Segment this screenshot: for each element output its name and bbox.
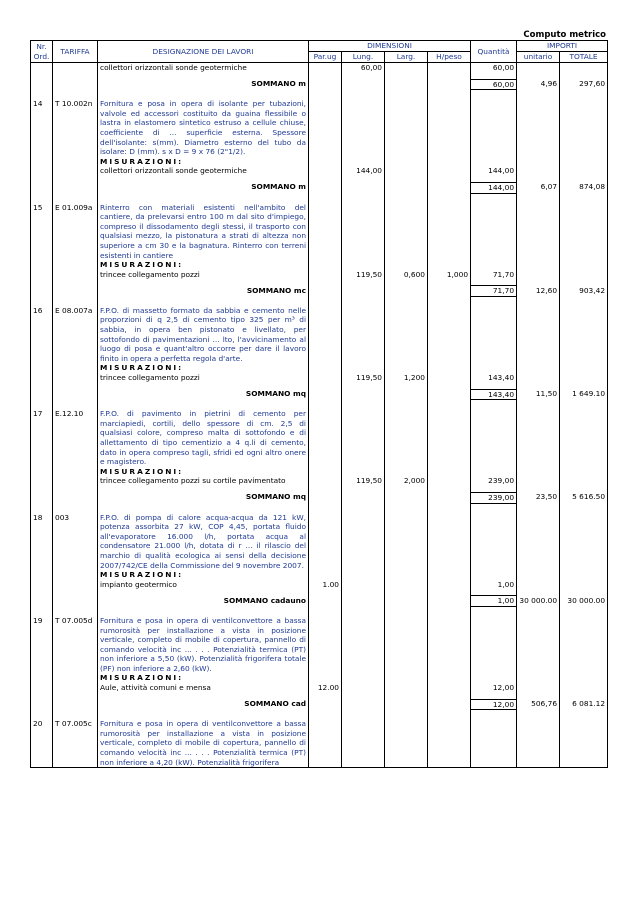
total-price: 6 081.12 [560,699,608,710]
measure-hpeso [428,166,471,176]
measure-text: impianto geotermico [98,580,309,590]
item-number: 16 [31,303,53,373]
sommano-quantity: 143,40 [471,389,517,400]
header-dimensioni: DIMENSIONI [309,41,471,52]
item-description [98,613,309,683]
measure-par-ug [309,476,342,486]
item-number: 19 [31,613,53,683]
item-row [31,510,608,580]
measure-larg: 2,000 [385,476,428,486]
measure-text: trincee collegamento pozzi [98,373,309,383]
sommano-quantity: 1,00 [471,596,517,607]
sommano-quantity: 12,00 [471,699,517,710]
measure-quantity: 144,00 [471,166,517,176]
sommano-label: SOMMANO cadauno [98,596,309,607]
item-tariff-code: E.12.10 [53,406,98,476]
measure-hpeso: 1,000 [428,270,471,280]
item-number: 17 [31,406,53,476]
item-description [98,96,309,166]
item-description: Fornitura e posa in opera di ventilconvettore a bassa rumorosità per installazione a vista in posizione verticale, completo di mobile di copertura, pannello di comando velocità inc ... . . . Potenzialità termica (PT) non inferiore a 4,20 (kW). Potenzialità frigorifera [98,716,309,767]
carry-lung: 60,00 [342,63,385,73]
measure-row [31,683,608,693]
measurements-title: MISURAZIONI: [100,260,184,270]
item-description [98,303,309,373]
item-description [98,406,309,476]
sommano-quantity: 71,70 [471,286,517,297]
total-price: 5 616.50 [560,492,608,503]
measure-text: Aule, attività comuni e mensa [98,683,309,693]
unit-price: 12,60 [517,286,560,297]
table-header [31,41,608,63]
sommano-row [31,389,608,400]
unit-price: 506,76 [517,699,560,710]
measure-row [31,476,608,486]
measure-par-ug [309,270,342,280]
carry-sommano-qty: 60,00 [471,79,517,90]
unit-price: 6,07 [517,182,560,193]
measure-larg: 1,200 [385,373,428,383]
unit-price: 11,50 [517,389,560,400]
computo-table [30,40,608,768]
sommano-row [31,596,608,607]
header-hpeso: H/peso [428,52,471,63]
measure-quantity: 143,40 [471,373,517,383]
item-tariff-code: T 07.005d [53,613,98,683]
measure-par-ug: 12.00 [309,683,342,693]
measurements-title: MISURAZIONI: [100,363,184,373]
item-row [31,716,608,767]
measure-quantity: 12,00 [471,683,517,693]
measure-larg [385,580,428,590]
item-tariff-code: T 07.005c [53,716,98,767]
measure-lung [342,580,385,590]
measure-hpeso [428,476,471,486]
measure-text: collettori orizzontali sonde geotermiche [98,166,309,176]
measure-row [31,373,608,383]
item-number: 15 [31,200,53,270]
sommano-label: SOMMANO cad [98,699,309,710]
measure-par-ug [309,166,342,176]
page-title: Computo metrico [523,30,606,40]
item-description [98,200,309,270]
header-tariffa: TARIFFA [53,41,98,63]
measure-par-ug: 1.00 [309,580,342,590]
header-larg: Larg. [385,52,428,63]
total-price: 874,08 [560,182,608,193]
sommano-label: SOMMANO mq [98,492,309,503]
total-price: 903,42 [560,286,608,297]
header-quantita: Quantità [471,41,517,63]
header-par-ug: Par.ug [309,52,342,63]
measurements-title: MISURAZIONI: [100,156,184,166]
carry-sommano-row [31,79,608,90]
measurements-title: MISURAZIONI: [100,673,184,683]
measure-row [31,270,608,280]
sommano-quantity: 239,00 [471,492,517,503]
measure-lung [342,683,385,693]
item-description-text: F.P.O. di pompa di calore acqua-acqua da 121 kW, potenza assorbita 27 kW, COP 4,45, portata fluido all'evaporatore 16.000 l/h, portata acqua al condensatore 21.000 l/h, dotata di r ... il rilascio del marchio di qualità ecologica ai sensi della decisione 2007/742/CE della Commissione del 9 novembre 2007. [100,512,306,570]
sommano-label: SOMMANO mc [98,286,309,297]
sommano-label: SOMMANO mq [98,389,309,400]
header-lung: Lung. [342,52,385,63]
measure-larg [385,683,428,693]
carry-total: 297,60 [560,79,608,90]
sommano-row [31,699,608,710]
carry-unit-price: 4,96 [517,79,560,90]
sommano-row [31,182,608,193]
header-designazione: DESIGNAZIONE DEI LAVORI [98,41,309,63]
sommano-quantity: 144,00 [471,182,517,193]
item-row [31,613,608,683]
item-row [31,406,608,476]
unit-price: 30 000.00 [517,596,560,607]
sommano-label: SOMMANO m [98,182,309,193]
item-description-text: F.P.O. di massetto formato da sabbia e cemento nelle proporzioni di q 2,5 di cemento tipo 325 per m³ di sabbia, in opera ben pistonato e livellato, per sottofondo di pavimentazioni ... lto, l'avvicinamento al luogo di posa e quant'altro occorre per dare il lavoro finito in opera a perfetta regola d'arte. [100,305,306,363]
item-number: 14 [31,96,53,166]
measure-larg: 0,600 [385,270,428,280]
item-number: 20 [31,716,53,767]
header-unitario: unitario [517,52,560,63]
carry-text: collettori orizzontali sonde geotermiche [98,63,309,73]
carry-sommano-label: SOMMANO m [98,79,309,90]
carry-qty: 60,00 [471,63,517,73]
item-row [31,303,608,373]
header-totale: TOTALE [560,52,608,63]
measure-hpeso [428,580,471,590]
item-tariff-code: T 10.002n [53,96,98,166]
measure-hpeso [428,683,471,693]
item-description-text: F.P.O. di pavimento in pietrini di cemento per marciapiedi, cortili, dello spessore di cm. 2,5 di qualsiasi colore, compreso malta di sottofondo e di allettamento di tipo cementizio a 4 q.li di cemento, dato in opera compreso tagli, sfridi ed ogni altro onere e magistero. [100,409,306,467]
item-tariff-code: E 08.007a [53,303,98,373]
measure-par-ug [309,373,342,383]
sommano-row [31,492,608,503]
unit-price: 23,50 [517,492,560,503]
measure-lung: 144,00 [342,166,385,176]
item-tariff-code: E 01.009a [53,200,98,270]
item-row [31,96,608,166]
measure-lung: 119,50 [342,373,385,383]
header-importi: IMPORTI [517,41,608,52]
measure-hpeso [428,373,471,383]
measure-larg [385,166,428,176]
item-number: 18 [31,510,53,580]
item-tariff-code: 003 [53,510,98,580]
sommano-row [31,286,608,297]
table-body [31,63,608,768]
measure-row [31,580,608,590]
measure-quantity: 1,00 [471,580,517,590]
item-description-text: Fornitura e posa in opera di ventilconvettore a bassa rumorosità per installazione a vista in posizione verticale, completo di mobile di copertura, pannello di comando velocità inc ... . . . Potenzialità termica (PT) non inferiore a 5,50 (kW). Potenzialità frigorifera totale (PF) non inferiore a 2,60 (kW). [100,615,306,673]
measure-text: trincee collegamento pozzi su cortile pavimentato [98,476,309,486]
measurements-title: MISURAZIONI: [100,466,184,476]
item-description-text: Fornitura e posa in opera di isolante per tubazioni, valvole ed accessori costituito da guaina flessibile o lastra in elastomero sintetico estruso a cellule chiuse, coefficiente di ... superficie esterna. Spessore dell'isolante: s(mm). Diametro esterno del tubo da isolare: D (mm). s x D = 9 x 76 (2"1/2). [100,99,306,157]
measure-lung: 119,50 [342,476,385,486]
total-price: 30 000.00 [560,596,608,607]
measurements-title: MISURAZIONI: [100,570,184,580]
item-description [98,510,309,580]
header-nr-ord: Nr. Ord. [31,41,53,63]
measure-quantity: 239,00 [471,476,517,486]
measure-text: trincee collegamento pozzi [98,270,309,280]
measure-row [31,166,608,176]
item-description-text: Rinterro con materiali esistenti nell'ambito del cantiere, da prelevarsi entro 100 m dal sito d'impiego, compreso il dissodamento degli stessi, il trasporto con qualsiasi mezzo, la pistonatura a strati di altezza non superiore a cm 30 e la bagnatura. Rinterro con terreni esistenti in cantiere [100,202,306,260]
item-row [31,200,608,270]
carry-measure-row [31,63,608,73]
measure-quantity: 71,70 [471,270,517,280]
total-price: 1 649.10 [560,389,608,400]
measure-lung: 119,50 [342,270,385,280]
